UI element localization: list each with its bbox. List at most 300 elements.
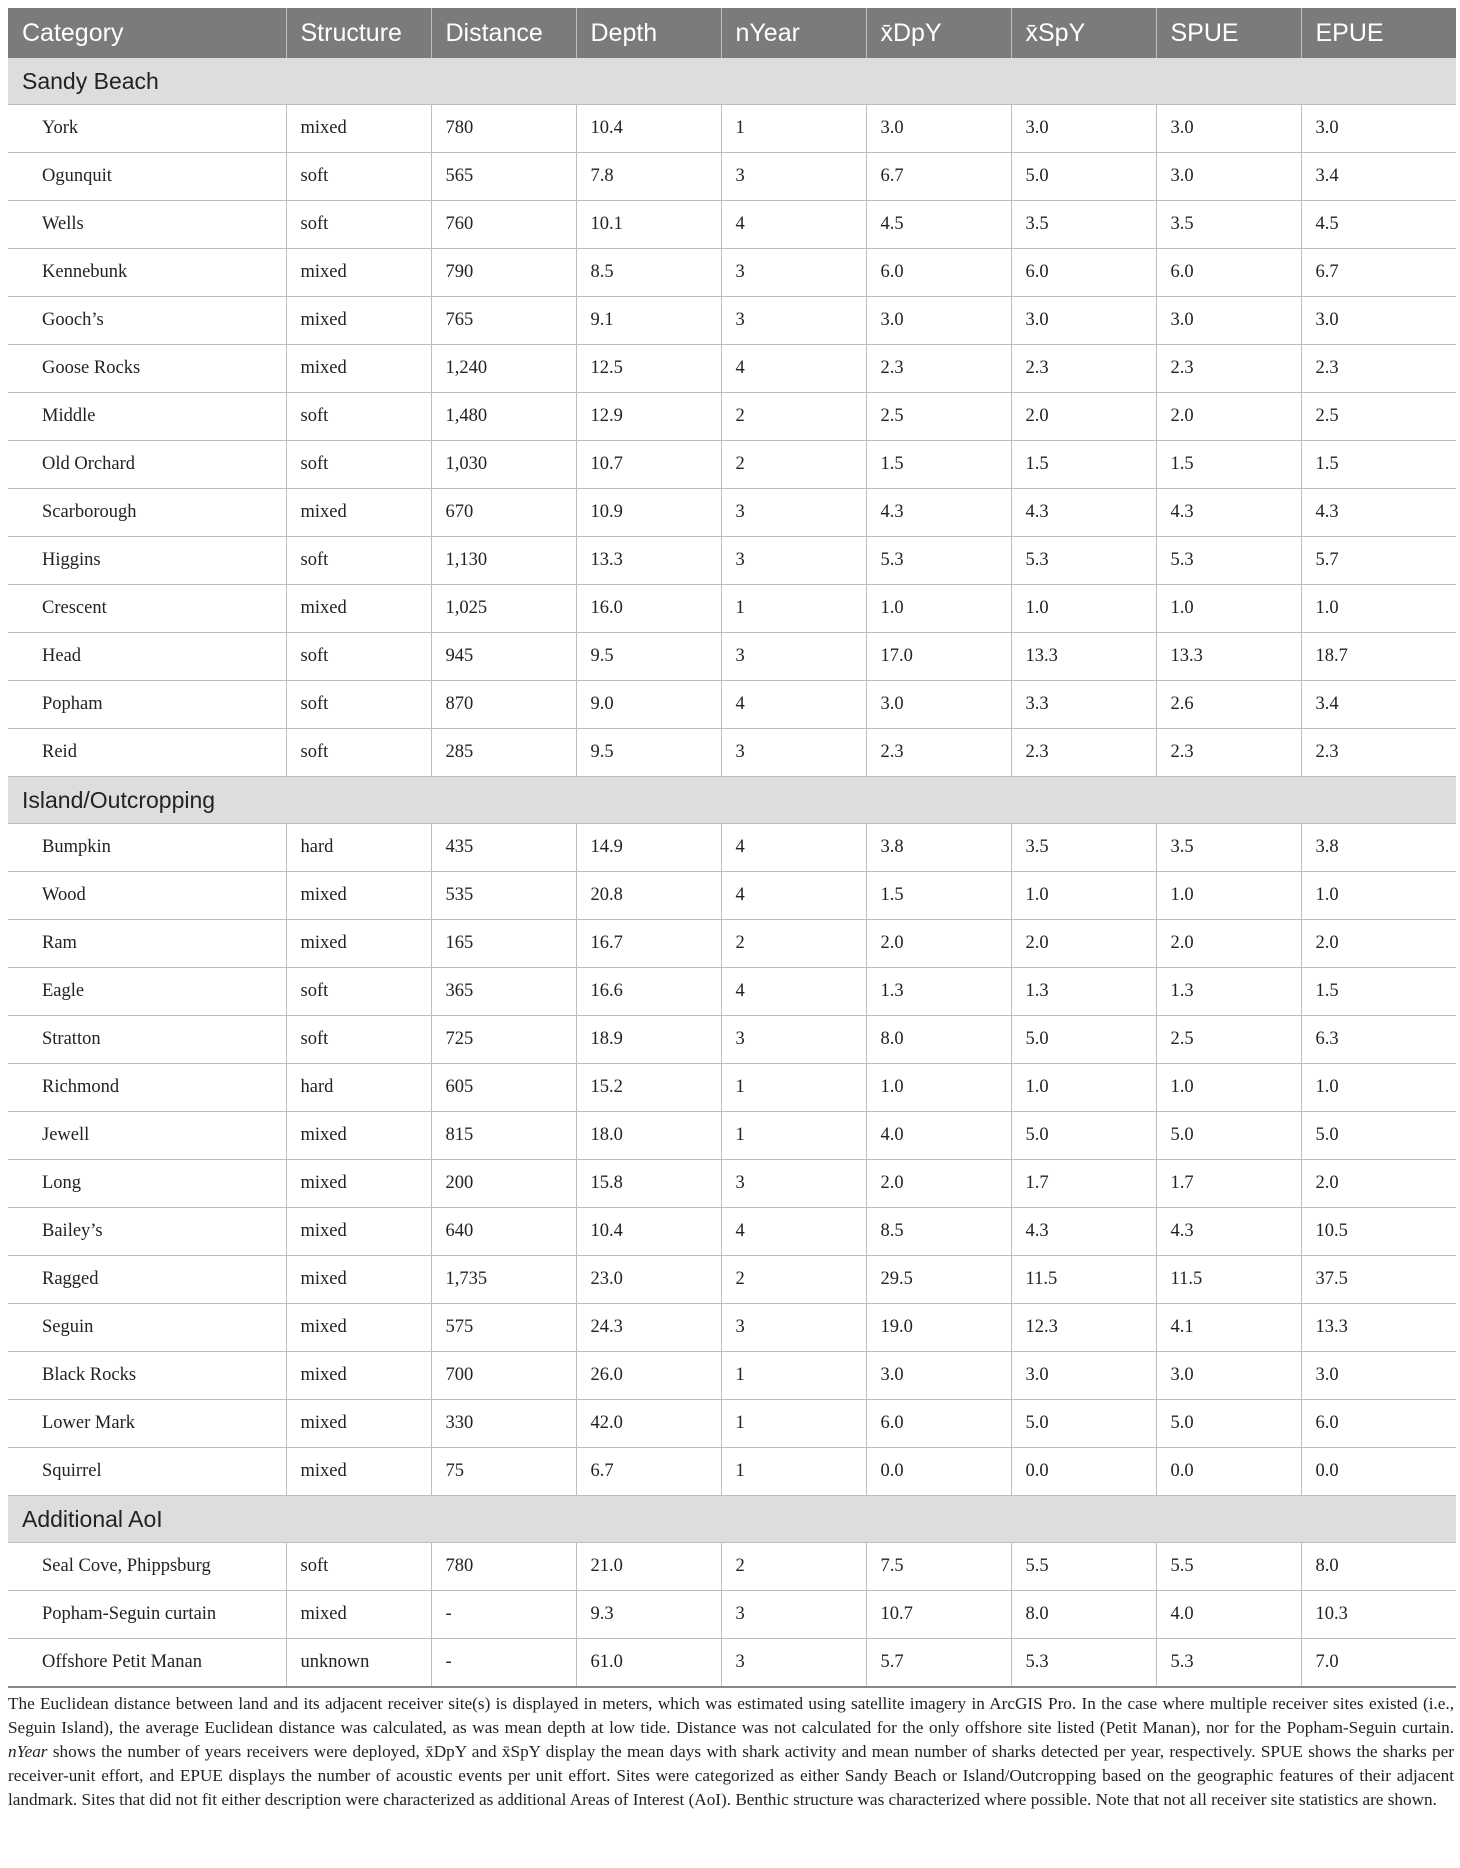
table-cell: 10.5 <box>1301 1208 1456 1256</box>
site-name-cell: Bumpkin <box>8 824 286 872</box>
table-cell: 2 <box>721 1543 866 1591</box>
table-cell: 14.9 <box>576 824 721 872</box>
table-cell: 945 <box>431 633 576 681</box>
table-cell: 3.0 <box>866 297 1011 345</box>
table-cell: 10.4 <box>576 1208 721 1256</box>
site-name-cell: Jewell <box>8 1112 286 1160</box>
column-header: SPUE <box>1156 8 1301 58</box>
table-row <box>8 585 1456 633</box>
group-header-row <box>8 1496 1456 1543</box>
table-cell: 790 <box>431 249 576 297</box>
table-row <box>8 1591 1456 1639</box>
table-cell: 1.3 <box>866 968 1011 1016</box>
table-cell: 1.0 <box>1301 585 1456 633</box>
table-cell: 3 <box>721 1160 866 1208</box>
table-cell: 1 <box>721 1448 866 1496</box>
table-cell: mixed <box>286 249 431 297</box>
table-cell: 1.0 <box>1156 1064 1301 1112</box>
table-cell: 2.3 <box>866 729 1011 777</box>
table-cell: 1.5 <box>1301 968 1456 1016</box>
table-row <box>8 489 1456 537</box>
table-cell: 0.0 <box>1011 1448 1156 1496</box>
site-name-cell: Head <box>8 633 286 681</box>
table-cell: unknown <box>286 1639 431 1688</box>
site-name-cell: Middle <box>8 393 286 441</box>
table-row <box>8 824 1456 872</box>
table-cell: 2.3 <box>1301 729 1456 777</box>
table-cell: 2.0 <box>866 920 1011 968</box>
table-cell: 5.5 <box>1011 1543 1156 1591</box>
table-cell: 4 <box>721 824 866 872</box>
table-row <box>8 249 1456 297</box>
site-name-cell: Squirrel <box>8 1448 286 1496</box>
table-cell: 10.3 <box>1301 1591 1456 1639</box>
table-cell: 9.1 <box>576 297 721 345</box>
table-cell: 24.3 <box>576 1304 721 1352</box>
table-cell: 1 <box>721 1400 866 1448</box>
table-cell: 3 <box>721 1639 866 1688</box>
table-cell: 5.7 <box>1301 537 1456 585</box>
table-cell: 4 <box>721 968 866 1016</box>
table-cell: 5.0 <box>1011 1400 1156 1448</box>
table-cell: mixed <box>286 1352 431 1400</box>
table-cell: 3.5 <box>1011 201 1156 249</box>
table-cell: 2.0 <box>1301 920 1456 968</box>
site-name-cell: Offshore Petit Manan <box>8 1639 286 1688</box>
table-row <box>8 968 1456 1016</box>
table-cell: 780 <box>431 105 576 153</box>
table-cell: mixed <box>286 1208 431 1256</box>
table-cell: 6.0 <box>1011 249 1156 297</box>
table-cell: 4.3 <box>1011 489 1156 537</box>
table-cell: 3.0 <box>1301 105 1456 153</box>
site-name-cell: Wells <box>8 201 286 249</box>
table-cell: 760 <box>431 201 576 249</box>
table-cell: 2.0 <box>1011 393 1156 441</box>
table-cell: 7.0 <box>1301 1639 1456 1688</box>
table-cell: 1.7 <box>1156 1160 1301 1208</box>
table-cell: 1.5 <box>866 872 1011 920</box>
table-cell: 3.0 <box>866 681 1011 729</box>
table-cell: 3.8 <box>866 824 1011 872</box>
table-cell: 3 <box>721 297 866 345</box>
table-row <box>8 1639 1456 1688</box>
table-cell: 19.0 <box>866 1304 1011 1352</box>
table-cell: 3 <box>721 1304 866 1352</box>
table-container <box>8 8 1456 1812</box>
table-cell: 1.3 <box>1156 968 1301 1016</box>
table-cell: 3.0 <box>1156 297 1301 345</box>
table-cell: 1 <box>721 1064 866 1112</box>
table-cell: 1.0 <box>1011 1064 1156 1112</box>
column-header: Structure <box>286 8 431 58</box>
site-name-cell: Long <box>8 1160 286 1208</box>
table-cell: 4 <box>721 681 866 729</box>
footnote-part2: shows the number of years receivers were deployed, x̄DpY and x̄SpY display the mean days with shark activity and mean number of sharks detected per year, respectively. SPUE shows the sharks per receiver-unit effort, and EPUE displays the number of acoustic events per unit effort. Sites were categorized as either Sandy Beach or Island/Outcropping based on the geographic features of their adjacent landmark. Sites that did not fit either description were characterized as additional Areas of Interest (AoI). Benthic structure was characterized where possible. Note that not all receiver site statistics are shown. <box>8 1742 1454 1809</box>
table-body <box>8 58 1456 1687</box>
column-header: x̄SpY <box>1011 8 1156 58</box>
table-cell: 2.3 <box>1011 729 1156 777</box>
site-name-cell: Black Rocks <box>8 1352 286 1400</box>
footnote-part1: The Euclidean distance between land and its adjacent receiver site(s) is displayed in meters, which was estimated using satellite imagery in ArcGIS Pro. In the case where multiple receiver sites existed (i.e., Seguin Island), the average Euclidean distance was calculated, as was mean depth at low tide. Distance was not calculated for the only offshore site listed (Petit Manan), nor for the Popham-Seguin curtain. <box>8 1694 1454 1737</box>
table-cell: 5.5 <box>1156 1543 1301 1591</box>
table-cell: 16.6 <box>576 968 721 1016</box>
site-name-cell: Wood <box>8 872 286 920</box>
table-cell: 61.0 <box>576 1639 721 1688</box>
group-header-row <box>8 777 1456 824</box>
table-cell: 9.5 <box>576 633 721 681</box>
table-cell: 1.5 <box>1011 441 1156 489</box>
table-cell: 565 <box>431 153 576 201</box>
table-cell: 2.3 <box>1156 345 1301 393</box>
table-cell: - <box>431 1639 576 1688</box>
table-row <box>8 1400 1456 1448</box>
table-cell: soft <box>286 201 431 249</box>
table-cell: 870 <box>431 681 576 729</box>
table-cell: 4.0 <box>866 1112 1011 1160</box>
group-label: Sandy Beach <box>8 58 1456 105</box>
table-row <box>8 1208 1456 1256</box>
table-cell: 3.3 <box>1011 681 1156 729</box>
table-cell: 5.3 <box>866 537 1011 585</box>
table-cell: 1,030 <box>431 441 576 489</box>
table-cell: mixed <box>286 920 431 968</box>
table-cell: 10.1 <box>576 201 721 249</box>
table-cell: 13.3 <box>1301 1304 1456 1352</box>
group-label: Island/Outcropping <box>8 777 1456 824</box>
table-cell: 20.8 <box>576 872 721 920</box>
site-name-cell: Crescent <box>8 585 286 633</box>
table-row <box>8 201 1456 249</box>
table-cell: 1.7 <box>1011 1160 1156 1208</box>
group-label: Additional AoI <box>8 1496 1456 1543</box>
table-cell: 165 <box>431 920 576 968</box>
table-cell: 0.0 <box>866 1448 1011 1496</box>
table-cell: 12.9 <box>576 393 721 441</box>
data-table <box>8 8 1456 1688</box>
table-cell: 4.3 <box>1156 489 1301 537</box>
table-cell: 37.5 <box>1301 1256 1456 1304</box>
table-cell: 7.8 <box>576 153 721 201</box>
table-cell: 8.0 <box>866 1016 1011 1064</box>
table-cell: 330 <box>431 1400 576 1448</box>
table-cell: 3 <box>721 1591 866 1639</box>
table-cell: 1,480 <box>431 393 576 441</box>
site-name-cell: Richmond <box>8 1064 286 1112</box>
table-cell: mixed <box>286 105 431 153</box>
table-cell: 6.7 <box>866 153 1011 201</box>
table-cell: 5.0 <box>1011 153 1156 201</box>
table-row <box>8 1112 1456 1160</box>
table-cell: 3 <box>721 729 866 777</box>
table-row <box>8 441 1456 489</box>
table-cell: 1.5 <box>1301 441 1456 489</box>
table-cell: 605 <box>431 1064 576 1112</box>
table-cell: mixed <box>286 1112 431 1160</box>
table-cell: 5.0 <box>1011 1112 1156 1160</box>
table-cell: 5.3 <box>1011 537 1156 585</box>
table-cell: 3.0 <box>866 1352 1011 1400</box>
table-cell: 2.5 <box>1301 393 1456 441</box>
table-cell: 29.5 <box>866 1256 1011 1304</box>
table-cell: 2.0 <box>866 1160 1011 1208</box>
table-cell: 4.3 <box>1156 1208 1301 1256</box>
table-cell: 4 <box>721 345 866 393</box>
table-row <box>8 393 1456 441</box>
table-row <box>8 153 1456 201</box>
table-cell: 6.0 <box>866 1400 1011 1448</box>
table-row <box>8 1256 1456 1304</box>
table-cell: 26.0 <box>576 1352 721 1400</box>
table-cell: 3 <box>721 1016 866 1064</box>
site-name-cell: York <box>8 105 286 153</box>
table-cell: 2.0 <box>1156 393 1301 441</box>
table-cell: 1.0 <box>1301 872 1456 920</box>
table-cell: mixed <box>286 489 431 537</box>
table-cell: 3 <box>721 249 866 297</box>
table-cell: 42.0 <box>576 1400 721 1448</box>
table-cell: 3.4 <box>1301 681 1456 729</box>
table-cell: 1.5 <box>866 441 1011 489</box>
table-cell: 2.3 <box>1301 345 1456 393</box>
table-cell: 3 <box>721 633 866 681</box>
table-cell: 765 <box>431 297 576 345</box>
table-cell: 10.9 <box>576 489 721 537</box>
table-cell: 2 <box>721 393 866 441</box>
table-cell: 13.3 <box>1011 633 1156 681</box>
table-cell: 0.0 <box>1301 1448 1456 1496</box>
table-cell: 1.0 <box>1156 872 1301 920</box>
table-cell: 8.5 <box>576 249 721 297</box>
table-cell: mixed <box>286 1448 431 1496</box>
table-cell: 1.0 <box>1011 585 1156 633</box>
table-cell: 2 <box>721 920 866 968</box>
site-name-cell: Scarborough <box>8 489 286 537</box>
site-name-cell: Stratton <box>8 1016 286 1064</box>
site-name-cell: Popham-Seguin curtain <box>8 1591 286 1639</box>
table-cell: 5.0 <box>1156 1400 1301 1448</box>
table-cell: 3.0 <box>1011 297 1156 345</box>
table-cell: 7.5 <box>866 1543 1011 1591</box>
table-cell: mixed <box>286 1304 431 1352</box>
table-cell: 6.3 <box>1301 1016 1456 1064</box>
table-cell: 10.7 <box>866 1591 1011 1639</box>
table-cell: hard <box>286 824 431 872</box>
table-row <box>8 297 1456 345</box>
column-header: Distance <box>431 8 576 58</box>
table-cell: 815 <box>431 1112 576 1160</box>
table-cell: 6.7 <box>1301 249 1456 297</box>
table-cell: 10.4 <box>576 105 721 153</box>
table-cell: 2.3 <box>1011 345 1156 393</box>
site-name-cell: Old Orchard <box>8 441 286 489</box>
table-row <box>8 1016 1456 1064</box>
table-cell: 725 <box>431 1016 576 1064</box>
table-cell: 3.0 <box>1301 297 1456 345</box>
table-cell: 1 <box>721 1112 866 1160</box>
table-cell: 4.1 <box>1156 1304 1301 1352</box>
table-cell: 12.3 <box>1011 1304 1156 1352</box>
table-cell: 2.0 <box>1011 920 1156 968</box>
table-cell: 4 <box>721 201 866 249</box>
table-cell: mixed <box>286 1591 431 1639</box>
table-row <box>8 681 1456 729</box>
table-cell: soft <box>286 441 431 489</box>
site-name-cell: Reid <box>8 729 286 777</box>
table-cell: 2 <box>721 441 866 489</box>
site-name-cell: Eagle <box>8 968 286 1016</box>
table-cell: 3.0 <box>866 105 1011 153</box>
table-cell: 5.7 <box>866 1639 1011 1688</box>
table-cell: 780 <box>431 1543 576 1591</box>
table-row <box>8 729 1456 777</box>
table-cell: 23.0 <box>576 1256 721 1304</box>
table-cell: soft <box>286 681 431 729</box>
table-row <box>8 1543 1456 1591</box>
table-cell: 13.3 <box>1156 633 1301 681</box>
table-cell: 10.7 <box>576 441 721 489</box>
table-cell: 18.7 <box>1301 633 1456 681</box>
table-cell: 21.0 <box>576 1543 721 1591</box>
table-cell: 16.7 <box>576 920 721 968</box>
table-cell: 2.3 <box>866 345 1011 393</box>
site-name-cell: Popham <box>8 681 286 729</box>
table-cell: soft <box>286 729 431 777</box>
table-cell: 6.7 <box>576 1448 721 1496</box>
table-cell: 75 <box>431 1448 576 1496</box>
table-cell: 2.0 <box>1156 920 1301 968</box>
table-cell: 3 <box>721 537 866 585</box>
table-cell: soft <box>286 153 431 201</box>
site-name-cell: Ragged <box>8 1256 286 1304</box>
table-cell: 0.0 <box>1156 1448 1301 1496</box>
table-cell: 18.0 <box>576 1112 721 1160</box>
table-cell: 4.5 <box>866 201 1011 249</box>
table-cell: 2.3 <box>1156 729 1301 777</box>
table-row <box>8 1352 1456 1400</box>
table-cell: soft <box>286 968 431 1016</box>
column-header: nYear <box>721 8 866 58</box>
table-row <box>8 872 1456 920</box>
table-cell: 1,025 <box>431 585 576 633</box>
table-cell: 9.3 <box>576 1591 721 1639</box>
table-cell: - <box>431 1591 576 1639</box>
table-cell: mixed <box>286 345 431 393</box>
table-cell: 8.0 <box>1301 1543 1456 1591</box>
table-cell: 3.0 <box>1301 1352 1456 1400</box>
footnote-italic: nYear <box>8 1742 48 1761</box>
table-cell: 2 <box>721 1256 866 1304</box>
table-cell: 6.0 <box>866 249 1011 297</box>
column-header: Depth <box>576 8 721 58</box>
table-cell: 1,735 <box>431 1256 576 1304</box>
table-cell: 3.5 <box>1011 824 1156 872</box>
table-cell: 1,130 <box>431 537 576 585</box>
table-cell: 535 <box>431 872 576 920</box>
site-name-cell: Lower Mark <box>8 1400 286 1448</box>
table-cell: 17.0 <box>866 633 1011 681</box>
table-row <box>8 1448 1456 1496</box>
table-row <box>8 105 1456 153</box>
table-cell: 5.0 <box>1301 1112 1456 1160</box>
table-cell: 13.3 <box>576 537 721 585</box>
table-cell: 3.5 <box>1156 201 1301 249</box>
table-cell: 1.0 <box>866 585 1011 633</box>
column-header: Category <box>8 8 286 58</box>
table-cell: 670 <box>431 489 576 537</box>
table-row <box>8 1304 1456 1352</box>
table-cell: 16.0 <box>576 585 721 633</box>
table-cell: 4 <box>721 872 866 920</box>
table-cell: 4.3 <box>1011 1208 1156 1256</box>
table-cell: 575 <box>431 1304 576 1352</box>
table-cell: 4 <box>721 1208 866 1256</box>
table-cell: 11.5 <box>1156 1256 1301 1304</box>
table-row <box>8 345 1456 393</box>
table-cell: 3.0 <box>1156 105 1301 153</box>
table-cell: 1,240 <box>431 345 576 393</box>
column-header: x̄DpY <box>866 8 1011 58</box>
table-cell: 200 <box>431 1160 576 1208</box>
table-cell: 6.0 <box>1156 249 1301 297</box>
table-cell: soft <box>286 633 431 681</box>
table-cell: 2.0 <box>1301 1160 1456 1208</box>
table-cell: 2.5 <box>1156 1016 1301 1064</box>
table-cell: mixed <box>286 872 431 920</box>
table-cell: mixed <box>286 585 431 633</box>
table-cell: mixed <box>286 297 431 345</box>
table-cell: 5.0 <box>1156 1112 1301 1160</box>
table-cell: 2.5 <box>866 393 1011 441</box>
table-cell: 9.5 <box>576 729 721 777</box>
table-cell: 4.3 <box>866 489 1011 537</box>
table-cell: 3 <box>721 489 866 537</box>
table-cell: 3.0 <box>1011 105 1156 153</box>
table-row <box>8 1064 1456 1112</box>
table-cell: 1 <box>721 585 866 633</box>
table-cell: mixed <box>286 1400 431 1448</box>
table-cell: 4.3 <box>1301 489 1456 537</box>
table-cell: 1 <box>721 1352 866 1400</box>
table-cell: soft <box>286 1016 431 1064</box>
table-cell: 3.0 <box>1011 1352 1156 1400</box>
table-cell: 3.8 <box>1301 824 1456 872</box>
table-row <box>8 920 1456 968</box>
table-cell: 1.0 <box>1156 585 1301 633</box>
table-cell: hard <box>286 1064 431 1112</box>
table-cell: 6.0 <box>1301 1400 1456 1448</box>
table-cell: 285 <box>431 729 576 777</box>
table-cell: 15.2 <box>576 1064 721 1112</box>
table-cell: 4.5 <box>1301 201 1456 249</box>
site-name-cell: Goose Rocks <box>8 345 286 393</box>
table-cell: 3.0 <box>1156 1352 1301 1400</box>
table-cell: 12.5 <box>576 345 721 393</box>
header-row <box>8 8 1456 58</box>
table-cell: 1.3 <box>1011 968 1156 1016</box>
table-cell: 18.9 <box>576 1016 721 1064</box>
site-name-cell: Kennebunk <box>8 249 286 297</box>
table-cell: mixed <box>286 1256 431 1304</box>
table-cell: 8.0 <box>1011 1591 1156 1639</box>
table-cell: 4.0 <box>1156 1591 1301 1639</box>
table-footnote <box>8 1692 1454 1812</box>
table-cell: 5.0 <box>1011 1016 1156 1064</box>
table-cell: soft <box>286 393 431 441</box>
table-cell: 640 <box>431 1208 576 1256</box>
table-cell: 1.0 <box>1011 872 1156 920</box>
table-cell: 1.0 <box>866 1064 1011 1112</box>
